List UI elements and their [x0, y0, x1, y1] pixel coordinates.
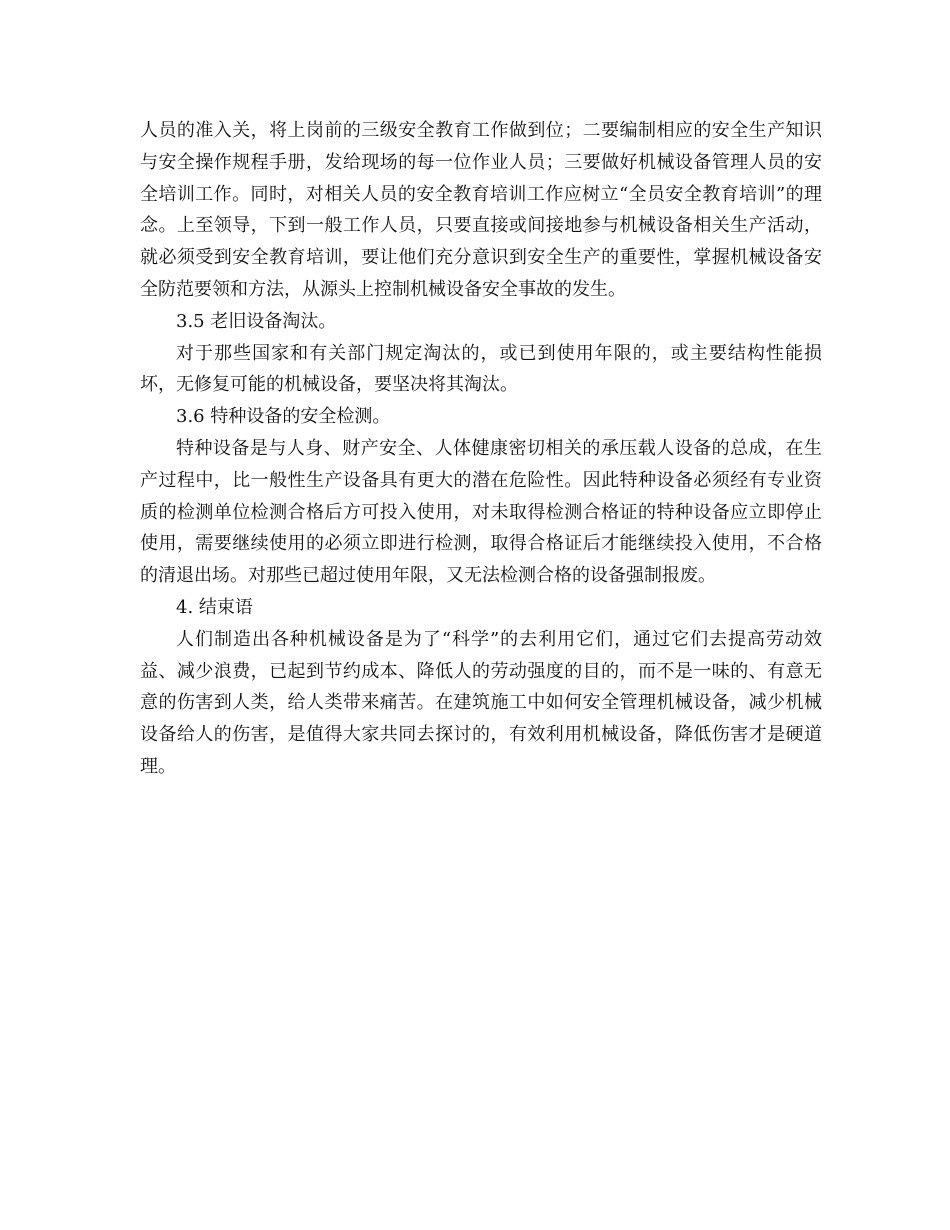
section-heading-conclusion: 4. 结束语 — [176, 596, 253, 618]
paragraph-equipment-retirement: 对于那些国家和有关部门规定淘汰的，或已到使用年限的，或主要结构性能损坏，无修复可能的机械设备，要坚决将其淘汰。 — [140, 342, 822, 396]
paragraph-continued-training: 人员的准入关，将上岗前的三级安全教育工作做到位；二要编制相应的安全生产知识与安全操作规程手册，发给现场的每一位作业人员；三要做好机械设备管理人员的安全培训工作。同时，对相关人员的安全教育培训工作应树立“全员安全教育培训”的理念。上至领导，下到一般工作人员，只要直接或间接地参与机械设备相关生产活动，就必须受到安全教育培训，要让他们充分意识到安全生产的重要性，掌握机械设备安全防范要领和方法，从源头上控制机械设备安全事故的发生。 — [140, 120, 822, 300]
paragraph-conclusion: 人们制造出各种机械设备是为了“科学”的去利用它们，通过它们去提高劳动效益、减少浪费，已起到节约成本、降低人的劳动强度的目的，而不是一味的、有意无意的伤害到人类，给人类带来痛苦。在建筑施工中如何安全管理机械设备，减少机械设备给人的伤害，是值得大家共同去探讨的，有效利用机械设备，降低伤害才是硬道理。 — [140, 628, 822, 777]
document-body — [140, 115, 822, 783]
section-heading-3-5: 3.5 老旧设备淘汰。 — [176, 310, 337, 332]
paragraph-special-equipment: 特种设备是与人身、财产安全、人体健康密切相关的承压载人设备的总成，在生产过程中，比一般性生产设备具有更大的潜在危险性。因此特种设备必须经有专业资质的检测单位检测合格后方可投入使用，对未取得检测合格证的特种设备应立即停止使用，需要继续使用的必须立即进行检测，取得合格证后才能继续投入使用，不合格的清退出场。对那些已超过使用年限，又无法检测合格的设备强制报废。 — [140, 437, 822, 587]
section-heading-3-6: 3.6 特种设备的安全检测。 — [176, 406, 391, 428]
